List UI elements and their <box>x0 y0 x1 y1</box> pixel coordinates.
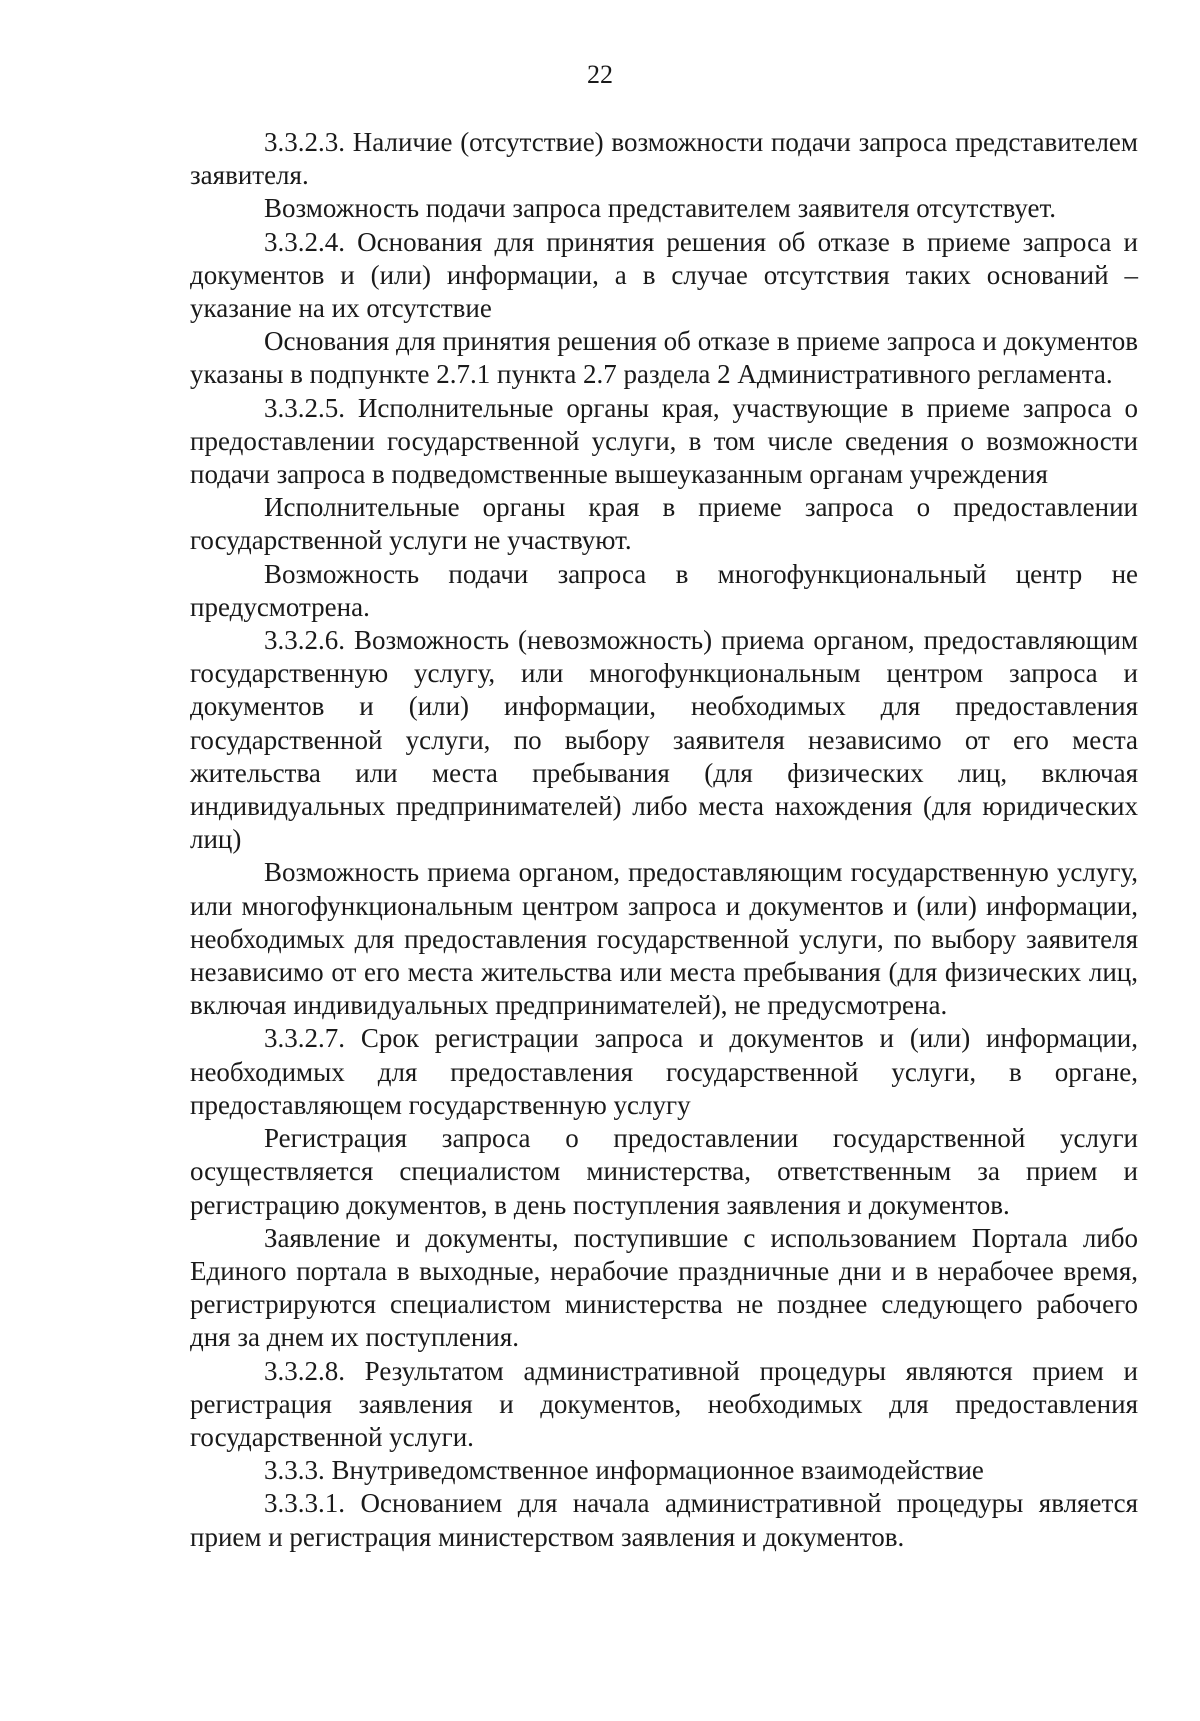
paragraph-3-3-2-3: 3.3.2.3. Наличие (отсутствие) возможности подачи запроса представителем заявителя. <box>190 127 1138 191</box>
paragraph-extraterritorial: Возможность приема органом, предоставляющим государственную услугу, или многофункциональным центром запроса и документов и (или) информации, необходимых для предоставления государственной услуги, по выбору заявителя независимо от его места жительства или места пребывания (для физических лиц, включая индивидуальных предпринимателей), не предусмотрена. <box>190 857 1138 1021</box>
paragraph-3-3-3-1: 3.3.3.1. Основанием для начала административной процедуры является прием и регистрация министерством заявления и документов. <box>190 1488 1138 1552</box>
paragraph-3-3-3: 3.3.3. Внутриведомственное информационное взаимодействие <box>264 1455 984 1486</box>
paragraph-executive-bodies: Исполнительные органы края в приеме запроса о предоставлении государственной услуги не участвуют. <box>190 492 1138 556</box>
paragraph-representative-absent: Возможность подачи запроса представителем заявителя отсутствует. <box>264 193 1057 224</box>
paragraph-3-3-2-4: 3.3.2.4. Основания для принятия решения об отказе в приеме запроса и документов и (или) информации, а в случае отсутствия таких оснований – указание на их отсутствие <box>190 226 1138 324</box>
paragraph-refusal-grounds: Основания для принятия решения об отказе в приеме запроса и документов указаны в подпункте 2.7.1 пункта 2.7 раздела 2 Административного регламента. <box>190 326 1138 390</box>
paragraph-mfc-not-provided: Возможность подачи запроса в многофункциональный центр не предусмотрена. <box>190 558 1138 622</box>
paragraph-3-3-2-5: 3.3.2.5. Исполнительные органы края, участвующие в приеме запроса о предоставлении государственной услуги, в том числе сведения о возможности подачи запроса в подведомственные вышеуказанным органам учреждения <box>190 392 1138 490</box>
paragraph-3-3-2-8: 3.3.2.8. Результатом административной процедуры являются прием и регистрация заявления и документов, необходимых для предоставления государственной услуги. <box>190 1355 1138 1452</box>
paragraph-weekend-registration: Заявление и документы, поступившие с использованием Портала либо Единого портала в выходные, нерабочие праздничные дни и в нерабочее время, регистрируются специалистом министерства не позднее следующего рабочего дня за днем их поступления. <box>190 1222 1138 1353</box>
page-number: 22 <box>587 60 613 89</box>
paragraph-3-3-2-6: 3.3.2.6. Возможность (невозможность) приема органом, предоставляющим государственную услугу, или многофункциональным центром запроса и документов и (или) информации, необходимых для предоставления государственной услуги, по выбору заявителя независимо от его места жительства или места пребывания (для физических лиц, включая индивидуальных предпринимателей) либо места нахождения (для юридических лиц) <box>190 625 1138 855</box>
paragraph-registration: Регистрация запроса о предоставлении государственной услуги осуществляется специалистом министерства, ответственным за прием и регистрацию документов, в день поступления заявления и документов. <box>190 1123 1138 1220</box>
document-body <box>190 126 1138 1554</box>
paragraph-3-3-2-7: 3.3.2.7. Срок регистрации запроса и документов и (или) информации, необходимых для предоставления государственной услуги, в органе, предоставляющем государственную услугу <box>190 1023 1138 1120</box>
